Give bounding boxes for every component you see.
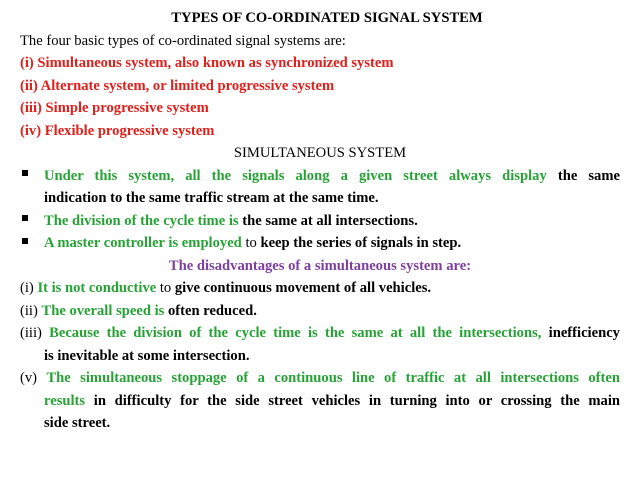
bullet-item-2: The division of the cycle time is the same at all intersections. (20, 210, 620, 233)
bullet-item-3: A master controller is employed to keep the series of signals in step. (20, 232, 620, 255)
square-bullet-icon (22, 170, 28, 176)
type-item-1: (i) Simultaneous system, also known as synchronized system (20, 55, 394, 71)
disadvantage-item-1: (i) It is not conductive to give continuous movement of all vehicles. (20, 280, 432, 296)
page-title: TYPES OF CO-ORDINATED SIGNAL SYSTEM (171, 10, 483, 26)
type-item-4: (iv) Flexible progressive system (20, 122, 215, 139)
disadvantages-heading: The disadvantages of a simultaneous system are: (168, 257, 472, 274)
intro-text: The four basic types of co-ordinated signal systems are: (20, 32, 346, 49)
type-item-3: (iii) Simple progressive system (20, 100, 209, 116)
square-bullet-icon (22, 238, 28, 244)
type-item-2: (ii) Alternate system, or limited progressive system (20, 77, 335, 94)
disadvantage-item-2: (ii) The overall speed is often reduced. (20, 302, 257, 319)
section-heading: SIMULTANEOUS SYSTEM (233, 145, 407, 161)
square-bullet-icon (22, 215, 28, 221)
disadvantage-item-4: (v) The simultaneous stoppage of a continuous line of traffic at all intersections often results in difficulty for the side street vehicles in turning into or crossing the main side street. (20, 370, 620, 431)
bullet-1-line-2: indication to the same traffic stream at the same time. (44, 190, 379, 206)
bullet-1-line-1: Under this system, all the signals along a given street always display the same (44, 167, 620, 184)
disadvantage-item-3: (iii) Because the division of the cycle time is the same at all the intersections, inefficiency is inevitable at some intersection. (20, 325, 620, 364)
bullet-item-1 (20, 165, 620, 210)
